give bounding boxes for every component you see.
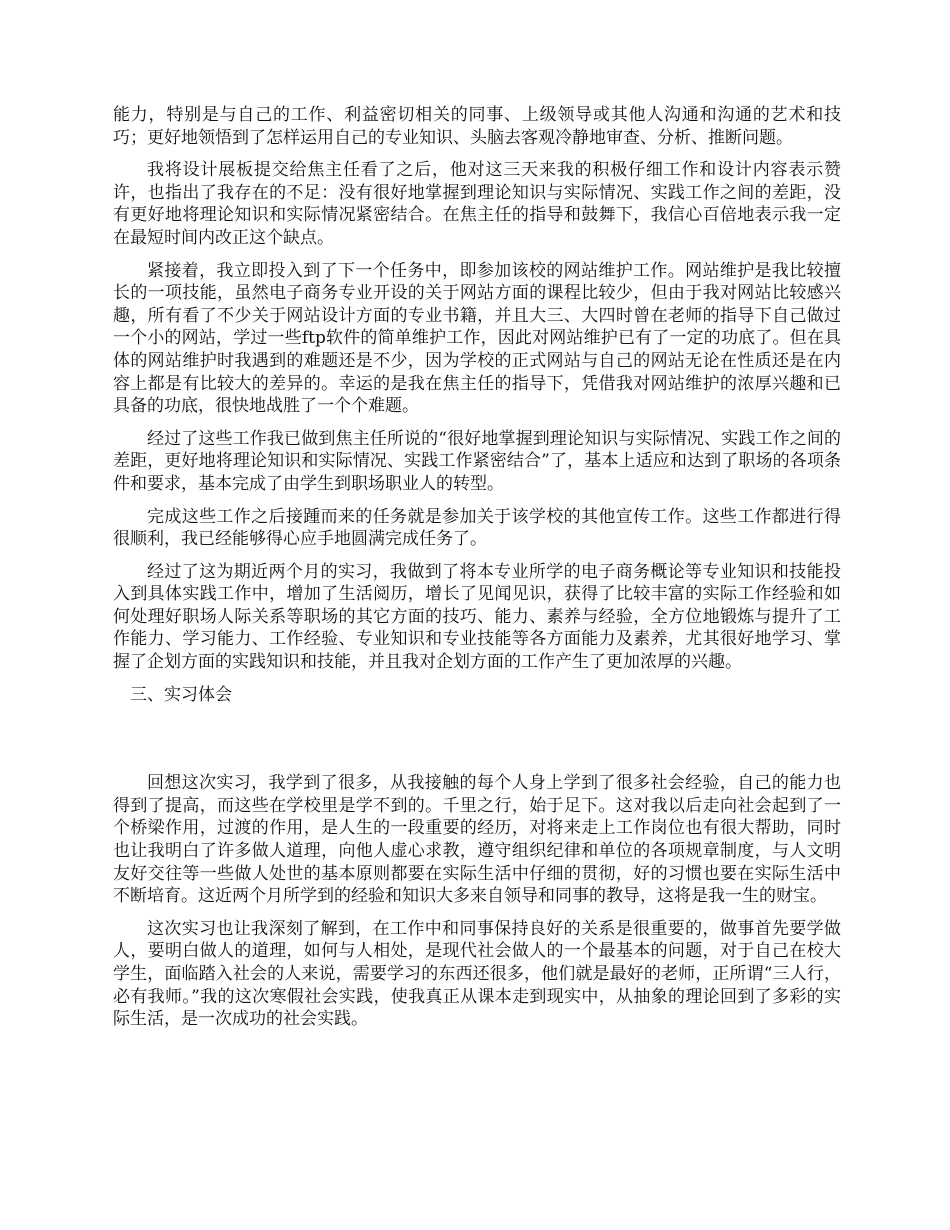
section-heading: 三、实习体会 [130,684,232,705]
paragraph-continuation: 能力，特别是与自己的工作、利益密切相关的同事、上级领导或其他人沟通和沟通的艺术和技巧；更好地领悟到了怎样运用自己的专业知识、头脑去客观冷静地审查、分析、推断问题。 [113,105,841,148]
paragraph: 这次实习也让我深刻了解到，在工作中和同事保持良好的关系是很重要的，做事首先要学做人，要明白做人的道理，如何与人相处，是现代社会做人的一个最基本的问题，对于自己在校大学生，面临踏入社会的人来说，需要学习的东西还很多，他们就是最好的老师，正所谓“三人行，必有我师。”我的这次寒假社会实践，使我真正从课本走到现实中，从抽象的理论回到了多彩的实际生活，是一次成功的社会实践。 [113,918,841,1030]
spacer [113,706,841,772]
paragraph: 完成这些工作之后接踵而来的任务就是参加关于该学校的其他宣传工作。这些工作都进行得很顺利，我已经能够得心应手地圆满完成任务了。 [113,506,841,550]
paragraph: 我将设计展板提交给焦主任看了之后，他对这三天来我的积极仔细工作和设计内容表示赞许，也指出了我存在的不足：没有很好地掌握到理论知识与实际情况、实践工作之间的差距，没有更好地将理论知识和实际情况紧密结合。在焦主任的指导和鼓舞下，我信心百倍地表示我一定在最短时间内改正这个缺点。 [113,160,841,248]
paragraph: 经过了这些工作我已做到焦主任所说的“很好地掌握到理论知识与实际情况、实践工作之间的差距，更好地将理论知识和实际情况、实践工作紧密结合”了，基本上适应和达到了职场的各项条件和要求，基本完成了由学生到职场职业人的转型。 [113,428,841,494]
paragraph: 回想这次实习，我学到了很多，从我接触的每个人身上学到了很多社会经验，自己的能力也得到了提高，而这些在学校里是学不到的。千里之行，始于足下。这对我以后走向社会起到了一个桥梁作用，过渡的作用，是人生的一段重要的经历，对将来走上工作岗位也有很大帮助，同时也让我明白了许多做人道理，向他人虚心求教，遵守组织纪律和单位的各项规章制度，与人文明友好交往等一些做人处世的基本原则都要在实际生活中仔细的贯彻，好的习惯也要在实际生活中不断培育。这近两个月所学到的经验和知识大多来自领导和同事的教导，这将是我一生的财宝。 [113,773,841,907]
document-body [113,104,841,1041]
paragraph: 经过了这为期近两个月的实习，我做到了将本专业所学的电子商务概论等专业知识和技能投入到具体实践工作中，增加了生活阅历，增长了见闻见识，获得了比较丰富的实际工作经验和如何处理好职场人际关系等职场的其它方面的技巧、能力、素养与经验，全方位地锻炼与提升了工作能力、学习能力、工作经验、专业知识和专业技能等各方面能力及素养，尤其很好地学习、掌握了企划方面的实践知识和技能，并且我对企划方面的工作产生了更加浓厚的兴趣。 [113,561,841,673]
paragraph: 紧接着，我立即投入到了下一个任务中，即参加该校的网站维护工作。网站维护是我比较擅长的一项技能，虽然电子商务专业开设的关于网站方面的课程比较少，但由于我对网站比较感兴趣，所有看了不少关于网站设计方面的专业书籍，并且大三、大四时曾在老师的指导下自己做过一个小的网站，学过一些ftp软件的简单维护工作，因此对网站维护已有了一定的功底了。但在具体的网站维护时我遇到的难题还是不少，因为学校的正式网站与自己的网站无论在性质还是在内容上都是有比较大的差异的。幸运的是我在焦主任的指导下，凭借我对网站维护的浓厚兴趣和已具备的功底，很快地战胜了一个个难题。 [113,260,841,417]
